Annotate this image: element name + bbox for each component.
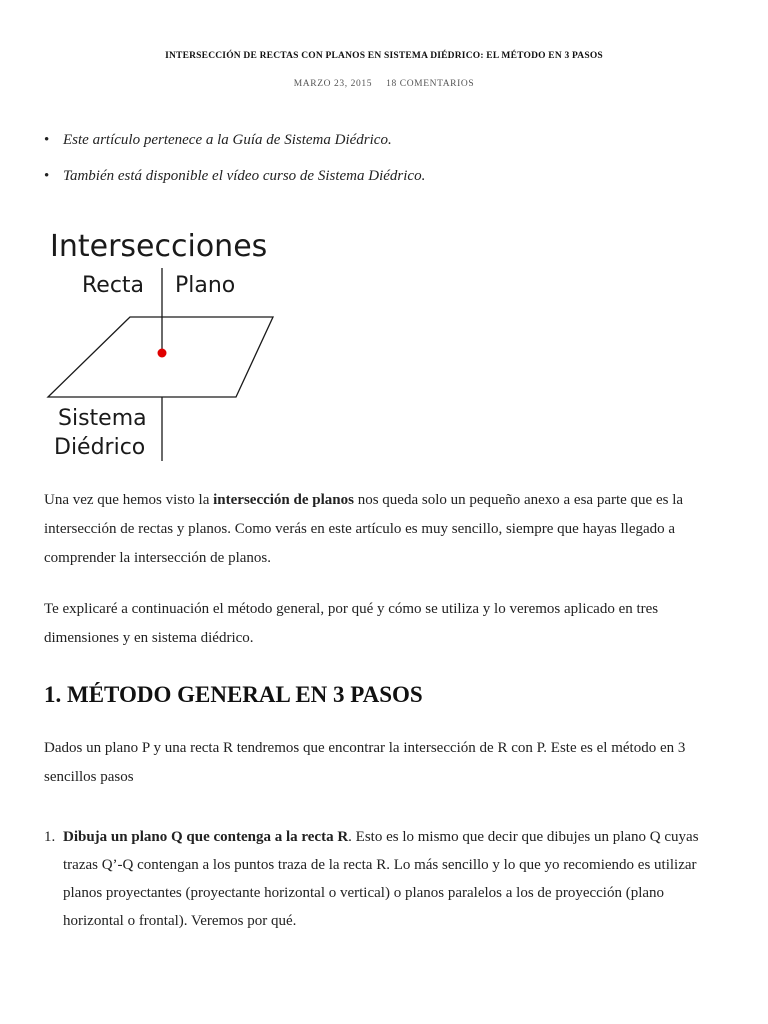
post-meta: [0, 79, 768, 89]
video-course-link[interactable]: vídeo curso de Sistema Diédrico: [226, 168, 422, 184]
step-text: . Esto es lo mismo que decir que dibujes un plano Q cuyas trazas Q’-Q contengan a los puntos traza de la recta R. Lo más sencillo y lo que yo recomiendo es utilizar planos proyectantes (proyectante horizontal o vertical) o planos paralelos a los de proyección (plano horizontal o frontal). Veremos por qué.: [63, 829, 699, 929]
figure-label-recta: Recta: [82, 273, 145, 298]
figure-label-sistema: Sistema: [58, 406, 147, 431]
paragraph: Dados un plano P y una recta R tendremos que encontrar la intersección de R con P. Este es el método en 3 sencillos pasos: [44, 740, 686, 785]
figure-label-diedrico: Diédrico: [54, 435, 146, 460]
intro-list: [44, 128, 425, 200]
list-item: [44, 823, 728, 935]
section-heading: 1. MÉTODO GENERAL EN 3 PASOS: [44, 682, 423, 707]
figure-drawing: [44, 220, 284, 465]
list-item: • Este artículo pertenece a la Guía de Sistema Diédrico.: [44, 128, 425, 164]
paragraph: Te explicaré a continuación el método general, por qué y cómo se utiliza y lo veremos aplicado en tres dimensiones y en sistema diédrico.: [44, 601, 659, 646]
comments-link[interactable]: 18 COMENTARIOS: [386, 79, 475, 89]
post-title: INTERSECCIÓN DE RECTAS CON PLANOS EN SISTEMA DIÉDRICO: EL MÉTODO EN 3 PASOS: [165, 51, 603, 61]
figure-label-plano: Plano: [175, 273, 236, 298]
plane-intersection-link[interactable]: intersección de planos: [213, 492, 354, 508]
guide-link[interactable]: Guía de Sistema Diédrico: [232, 132, 388, 148]
intersection-point: [158, 349, 167, 358]
intersections-figure: [44, 220, 284, 465]
post-date[interactable]: MARZO 23, 2015: [293, 79, 373, 89]
figure-title: Intersecciones: [50, 229, 268, 264]
step-number: 1.: [44, 829, 56, 845]
step-title: Dibuja un plano Q que contenga a la recta R: [63, 829, 349, 845]
list-item: • También está disponible el vídeo curso de Sistema Diédrico.: [44, 164, 425, 200]
steps-list: [44, 823, 728, 935]
paragraph: Una vez que hemos visto la intersección de planos nos queda solo un pequeño anexo a esa parte que es la intersección de rectas y planos. Como verás en este artículo es muy sencillo, siempre que hayas llegado a comprender la intersección de planos.: [44, 492, 684, 566]
